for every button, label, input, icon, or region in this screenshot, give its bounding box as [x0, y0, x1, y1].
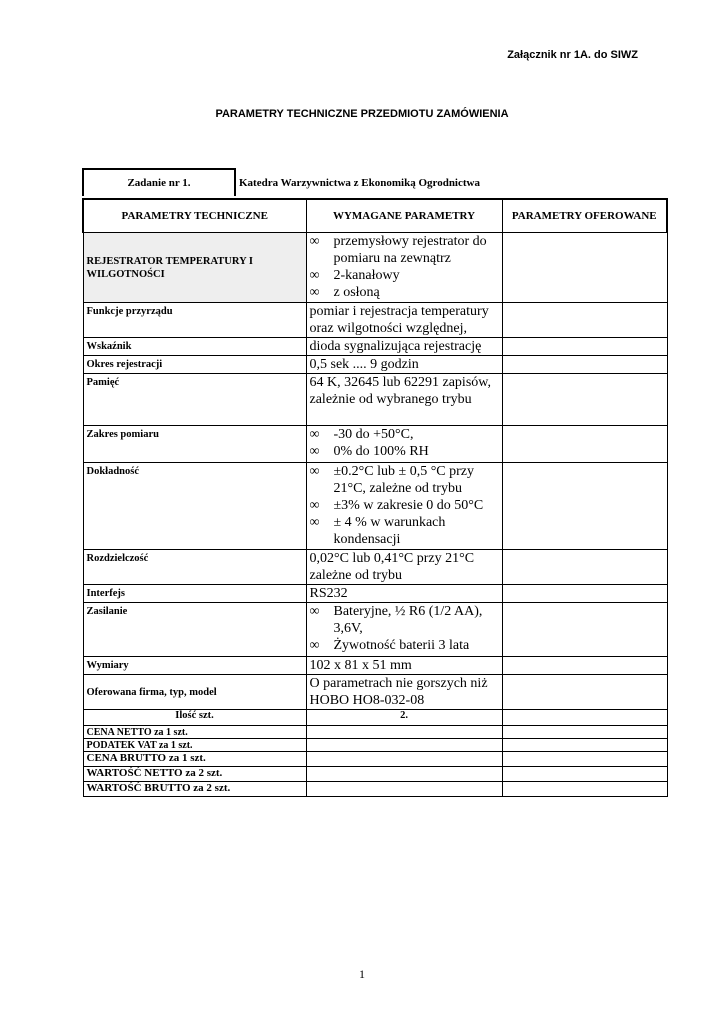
quantity-label: Ilość szt. — [83, 709, 306, 725]
annex-label: Załącznik nr 1A. do SIWZ — [507, 49, 638, 61]
list-item: ∞ ±3% w zakresie 0 do 50°C — [309, 497, 484, 513]
task-label-box — [82, 168, 236, 196]
infinity-bullet-icon: ∞ — [309, 514, 320, 530]
offered-cell[interactable] — [502, 232, 667, 302]
price-row — [83, 766, 667, 781]
row-value-resolution: 0,02°C lub 0,41°C przy 21°C zależne od trybu — [306, 549, 502, 584]
row-label-offered: Oferowana firma, typ, model — [83, 674, 306, 709]
row-label-resolution: Rozdzielczość — [83, 549, 306, 584]
price-row — [83, 725, 667, 738]
table-row — [83, 232, 667, 302]
row-value-accuracy — [306, 462, 502, 549]
infinity-bullet-icon: ∞ — [309, 233, 320, 249]
price-value-cell[interactable] — [306, 751, 502, 766]
list-item: ∞ ±0.2°C lub ± 0,5 °C przy 21°C, zależne od trybu — [309, 463, 475, 496]
quantity-value: 2. — [306, 709, 502, 725]
infinity-bullet-icon: ∞ — [309, 426, 320, 442]
column-header-offered: PARAMETRY OFEROWANE — [502, 199, 667, 232]
row-label-memory: Pamięć — [83, 373, 306, 425]
row-label-dimensions: Wymiary — [83, 656, 306, 674]
quantity-row — [83, 709, 667, 725]
table-row — [83, 549, 667, 584]
row-label-device: REJESTRATOR TEMPERATURY I WILGOTNOŚCI — [83, 232, 306, 302]
offered-cell[interactable] — [502, 425, 667, 462]
table-row — [83, 584, 667, 602]
task-department: Katedra Warzywnictwa z Ekonomiką Ogrodnictwa — [239, 177, 480, 189]
offered-cell[interactable] — [502, 373, 667, 425]
price-label-net-total: WARTOŚĆ NETTO za 2 szt. — [83, 766, 306, 781]
row-value-indicator: dioda sygnalizująca rejestrację — [306, 337, 502, 355]
specification-table — [82, 198, 668, 797]
price-offered-cell[interactable] — [502, 766, 667, 781]
list-item: ∞ ± 4 % w warunkach kondensacji — [309, 514, 446, 547]
document-title: PARAMETRY TECHNICZNE PRZEDMIOTU ZAMÓWIENIA — [215, 108, 509, 120]
table-row — [83, 602, 667, 656]
row-value-offered: O parametrach nie gorszych niż HOBO HO8-032-08 — [306, 674, 502, 709]
infinity-bullet-icon: ∞ — [309, 284, 320, 300]
list-item: ∞ 0% do 100% RH — [309, 443, 429, 459]
offered-cell[interactable] — [502, 549, 667, 584]
task-row — [82, 168, 666, 198]
row-label-functions: Funkcje przyrządu — [83, 302, 306, 337]
offered-cell[interactable] — [502, 462, 667, 549]
list-item: ∞ 2-kanałowy — [309, 267, 400, 283]
price-row — [83, 781, 667, 796]
task-label: Zadanie nr 1. — [127, 177, 191, 189]
table-row — [83, 462, 667, 549]
price-offered-cell[interactable] — [502, 725, 667, 738]
offered-cell[interactable] — [502, 709, 667, 725]
device-list — [310, 233, 499, 301]
row-label-power: Zasilanie — [83, 602, 306, 656]
table-row — [83, 425, 667, 462]
row-label-indicator: Wskaźnik — [83, 337, 306, 355]
infinity-bullet-icon: ∞ — [309, 443, 320, 459]
price-offered-cell[interactable] — [502, 781, 667, 796]
row-label-interface: Interfejs — [83, 584, 306, 602]
column-header-required: WYMAGANE PARAMETRY — [306, 199, 502, 232]
price-value-cell[interactable] — [306, 738, 502, 751]
price-value-cell[interactable] — [306, 781, 502, 796]
row-value-dimensions: 102 x 81 x 51 mm — [306, 656, 502, 674]
offered-cell[interactable] — [502, 584, 667, 602]
offered-cell[interactable] — [502, 674, 667, 709]
price-row — [83, 738, 667, 751]
offered-cell[interactable] — [502, 302, 667, 337]
table-row — [83, 337, 667, 355]
price-label-gross-total: WARTOŚĆ BRUTTO za 2 szt. — [83, 781, 306, 796]
table-row — [83, 674, 667, 709]
range-list — [310, 426, 499, 460]
offered-cell[interactable] — [502, 656, 667, 674]
row-value-power — [306, 602, 502, 656]
list-item: ∞ -30 do +50°C, — [309, 426, 414, 442]
price-label-vat-unit: PODATEK VAT za 1 szt. — [83, 738, 306, 751]
column-header-param: PARAMETRY TECHNICZNE — [83, 199, 306, 232]
infinity-bullet-icon: ∞ — [309, 637, 320, 653]
price-offered-cell[interactable] — [502, 738, 667, 751]
price-label-net-unit: CENA NETTO za 1 szt. — [83, 725, 306, 738]
table-row — [83, 302, 667, 337]
row-value-memory: 64 K, 32645 lub 62291 zapisów, zależnie od wybranego trybu — [306, 373, 502, 425]
row-label-range: Zakres pomiaru — [83, 425, 306, 462]
list-item: ∞ Bateryjne, ½ R6 (1/2 AA), 3,6V, — [309, 603, 483, 636]
table-header-row — [83, 199, 667, 232]
page-number: 1 — [359, 967, 365, 981]
row-label-period: Okres rejestracji — [83, 355, 306, 373]
accuracy-list — [310, 463, 499, 548]
price-value-cell[interactable] — [306, 766, 502, 781]
offered-cell[interactable] — [502, 337, 667, 355]
infinity-bullet-icon: ∞ — [309, 497, 320, 513]
table-row — [83, 373, 667, 425]
infinity-bullet-icon: ∞ — [309, 603, 320, 619]
offered-cell[interactable] — [502, 355, 667, 373]
power-list — [310, 603, 499, 654]
price-offered-cell[interactable] — [502, 751, 667, 766]
list-item: ∞ przemysłowy rejestrator do pomiaru na zewnątrz — [309, 233, 487, 266]
price-value-cell[interactable] — [306, 725, 502, 738]
infinity-bullet-icon: ∞ — [309, 267, 320, 283]
price-label-gross-unit: CENA BRUTTO za 1 szt. — [83, 751, 306, 766]
table-row — [83, 656, 667, 674]
row-value-interface: RS232 — [306, 584, 502, 602]
table-row — [83, 355, 667, 373]
row-label-accuracy: Dokładność — [83, 462, 306, 549]
infinity-bullet-icon: ∞ — [309, 463, 320, 479]
row-value-device — [306, 232, 502, 302]
offered-cell[interactable] — [502, 602, 667, 656]
list-item: ∞ Żywotność baterii 3 lata — [309, 637, 470, 653]
list-item: ∞ z osłoną — [309, 284, 380, 300]
row-value-range — [306, 425, 502, 462]
price-row — [83, 751, 667, 766]
row-value-period: 0,5 sek .... 9 godzin — [306, 355, 502, 373]
row-value-functions: pomiar i rejestracja temperatury oraz wilgotności względnej, — [306, 302, 502, 337]
